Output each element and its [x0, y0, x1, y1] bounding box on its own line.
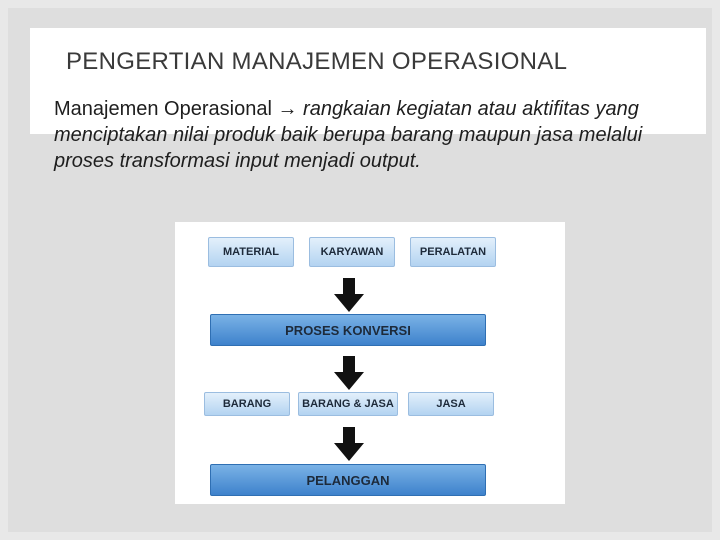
input-box-karyawan: KARYAWAN — [309, 237, 395, 267]
process-box: PROSES KONVERSI — [210, 314, 486, 346]
operations-flow-diagram — [175, 222, 565, 504]
output-box-barang-jasa: BARANG & JASA — [298, 392, 398, 416]
input-box-material: MATERIAL — [208, 237, 294, 267]
down-arrow-icon — [334, 427, 364, 461]
input-box-peralatan: PERALATAN — [410, 237, 496, 267]
definition-text: rangkaian kegiatan atau aktifitas yang menciptakan nilai produk baik berupa barang maupun jasa melalui proses transformasi input menjadi output. — [54, 98, 643, 172]
down-arrow-icon — [334, 356, 364, 390]
output-box-barang: BARANG — [204, 392, 290, 416]
right-arrow-icon: → — [277, 98, 298, 120]
slide-title: PENGERTIAN MANAJEMEN OPERASIONAL — [66, 48, 568, 75]
definition-term: Manajemen Operasional — [54, 98, 272, 120]
customer-box: PELANGGAN — [210, 464, 486, 496]
definition-paragraph — [54, 96, 694, 174]
down-arrow-icon — [334, 278, 364, 312]
output-box-jasa: JASA — [408, 392, 494, 416]
